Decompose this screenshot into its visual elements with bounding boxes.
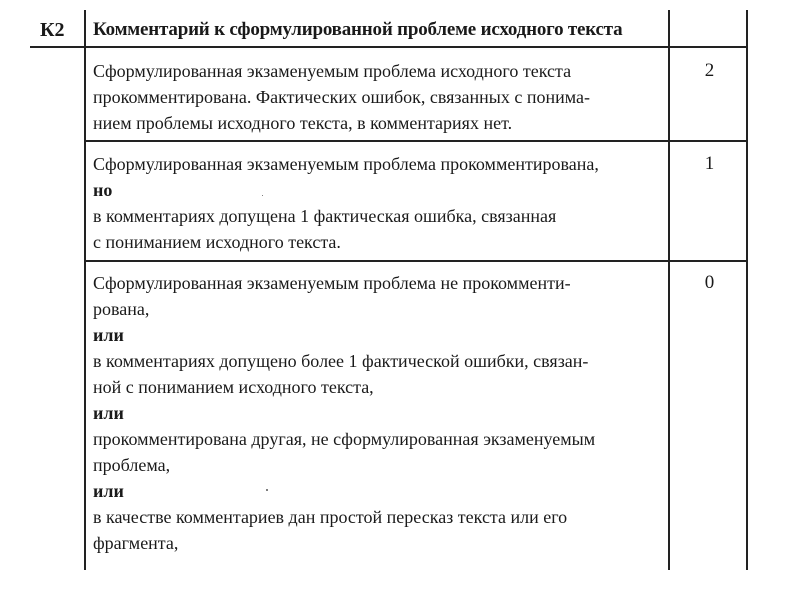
row-conjunction: но bbox=[93, 180, 113, 200]
row-line: Сформулированная экзаменуемым проблема прокомментирована, bbox=[93, 154, 599, 174]
row-score: 1 bbox=[704, 153, 715, 174]
scan-speck bbox=[266, 489, 268, 491]
row-score: 2 bbox=[704, 60, 715, 81]
header-rule bbox=[30, 46, 748, 48]
row-description bbox=[93, 58, 665, 136]
row-line: нием проблемы исходного текста, в комментариях нет. bbox=[93, 113, 513, 133]
row-rule bbox=[84, 260, 748, 262]
row-line: в качестве комментариев дан простой пересказ текста или его bbox=[93, 507, 568, 527]
criterion-code: К2 bbox=[40, 19, 65, 41]
scan-speck bbox=[262, 195, 263, 196]
row-line: Сформулированная экзаменуемым проблема не прокомменти- bbox=[93, 273, 571, 293]
row-line: прокомментирована другая, не сформулированная экзаменуемым bbox=[93, 429, 596, 449]
table-border-left bbox=[84, 10, 86, 570]
row-conjunction: или bbox=[93, 403, 124, 423]
row-line: прокомментирована. Фактических ошибок, связанных с понима- bbox=[93, 87, 590, 107]
row-line: в комментариях допущена 1 фактическая ошибка, связанная bbox=[93, 206, 557, 226]
row-rule bbox=[84, 140, 748, 142]
row-conjunction: или bbox=[93, 481, 124, 501]
row-score: 0 bbox=[704, 272, 715, 293]
row-line: проблема, bbox=[93, 455, 171, 475]
row-line: фрагмента, bbox=[93, 533, 179, 553]
row-description bbox=[93, 270, 665, 556]
row-line: рована, bbox=[93, 299, 150, 319]
row-line: ной с пониманием исходного текста, bbox=[93, 377, 374, 397]
table-border-score-left bbox=[668, 10, 670, 570]
row-line: с пониманием исходного текста. bbox=[93, 232, 341, 252]
row-line: в комментариях допущено более 1 фактической ошибки, связан- bbox=[93, 351, 589, 371]
row-description bbox=[93, 151, 665, 255]
row-conjunction: или bbox=[93, 325, 124, 345]
row-line: Сформулированная экзаменуемым проблема исходного текста bbox=[93, 61, 572, 81]
criterion-title: Комментарий к сформулированной проблеме исходного текста bbox=[93, 19, 623, 40]
